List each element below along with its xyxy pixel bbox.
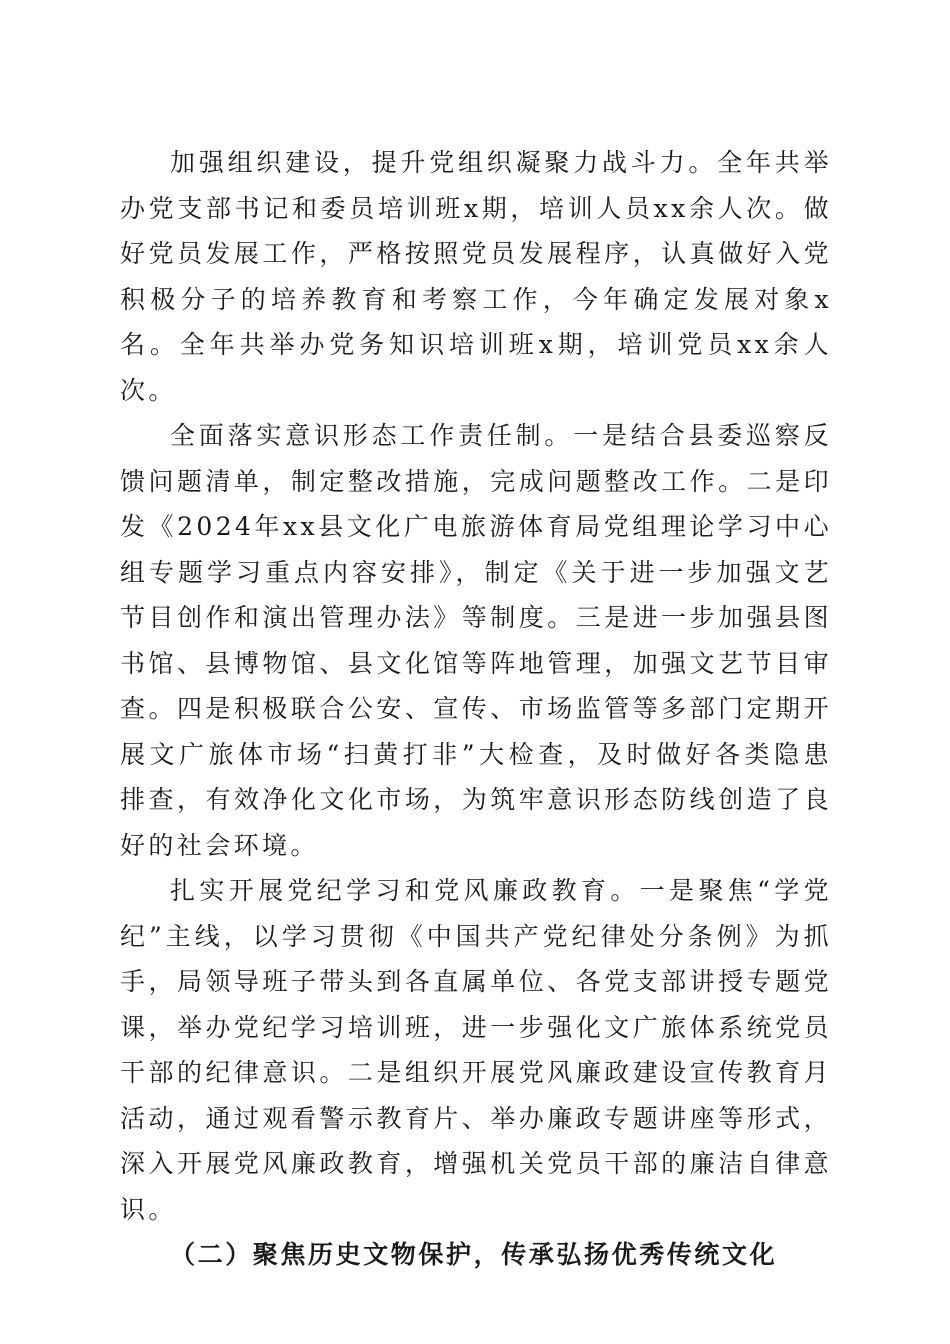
- paragraph-ideology-responsibility: 全面落实意识形态工作责任制。一是结合县委巡察反馈问题清单，制定整改措施，完成问题整改工作。二是印发《2024年xx县文化广电旅游体育局党组理论学习中心组专题学习重点内容安排》，制定《关于进一步加强文艺节目创作和演出管理办法》等制度。三是进一步加强县图书馆、县博物馆、县文化馆等阵地管理，加强文艺节目审查。四是积极联合公安、宣传、市场监管等多部门定期开展文广旅体市场“扫黄打非”大检查，及时做好各类隐患排查，有效净化文化市场，为筑牢意识形态防线创造了良好的社会环境。: [120, 421, 832, 860]
- section-subheading: （二）聚焦历史文物保护，传承弘扬优秀传统文化: [170, 1240, 778, 1269]
- document-page: [120, 140, 832, 1278]
- paragraph-discipline-education: 扎实开展党纪学习和党风廉政教育。一是聚焦“学党纪”主线，以学习贯彻《中国共产党纪律处分条例》为抓手，局领导班子带头到各直属单位、各党支部讲授专题党课，举办党纪学习培训班，进一步强化文广旅体系统党员干部的纪律意识。二是组织开展党风廉政建设宣传教育月活动，通过观看警示教育片、举办廉政专题讲座等形式，深入开展党风廉政教育，增强机关党员干部的廉洁自律意识。: [120, 876, 832, 1224]
- paragraph-organization-building: 加强组织建设，提升党组织凝聚力战斗力。全年共举办党支部书记和委员培训班x期，培训人员xx余人次。做好党员发展工作，严格按照党员发展程序，认真做好入党积极分子的培养教育和考察工作，今年确定发展对象x名。全年共举办党务知识培训班x期，培训党员xx余人次。: [120, 148, 832, 405]
